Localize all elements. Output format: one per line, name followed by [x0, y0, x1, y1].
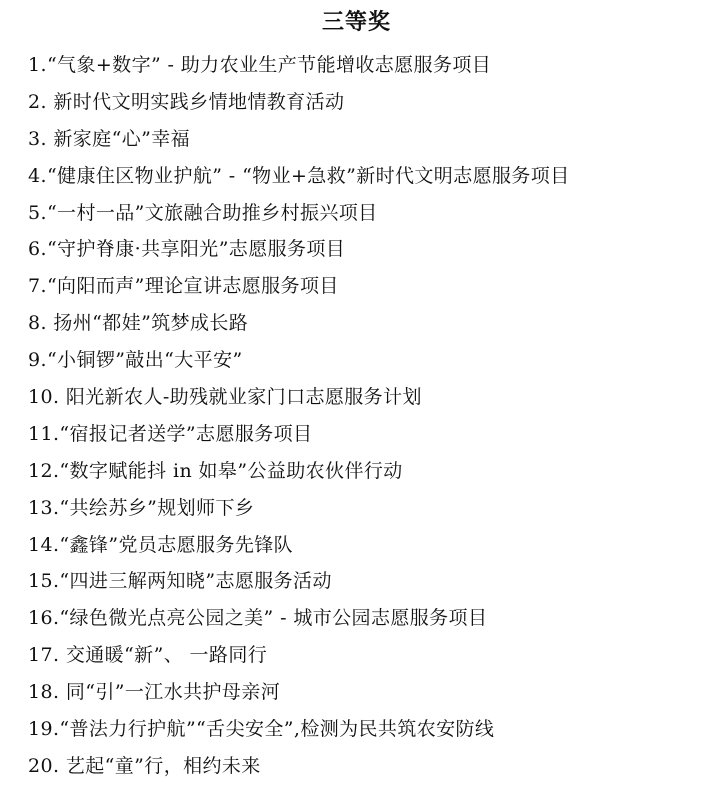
item-text: “宿报记者送学”志愿服务项目: [59, 422, 313, 445]
list-item: [28, 195, 708, 232]
item-number: 15.: [28, 570, 60, 593]
list-item: [28, 231, 708, 268]
list-item: [28, 748, 708, 785]
item-number: 14.: [28, 533, 60, 556]
item-text: “一村一品”文旅融合助推乡村振兴项目: [46, 201, 378, 224]
list-item: [28, 416, 708, 453]
item-text: “向阳而声”理论宣讲志愿服务项目: [46, 275, 339, 298]
item-number: 5.: [28, 201, 47, 224]
item-text: “气象+数字” - 助力农业生产节能增收志愿服务项目: [46, 54, 492, 76]
list-item: [28, 305, 708, 342]
list-item: [28, 84, 708, 121]
item-number: 9.: [28, 349, 47, 372]
item-text: .“普法力行护航”“舌尖安全”,检测为民共筑农安防线: [52, 718, 495, 741]
list-item: [28, 674, 708, 711]
item-number: 10.: [28, 386, 60, 409]
item-text: 艺起“童”行，相约未来: [59, 754, 261, 777]
item-text: “四进三解两知晓”志愿服务活动: [59, 570, 332, 593]
item-number: 8.: [28, 312, 47, 335]
list-item: [28, 600, 708, 637]
list-item: [28, 121, 708, 158]
list-item: [28, 379, 708, 416]
item-number: 2.: [28, 90, 47, 113]
list-item: [28, 490, 708, 527]
list-item: [28, 563, 708, 600]
item-text: 阳光新农人-助残就业家门口志愿服务计划: [59, 386, 422, 409]
list-item: [28, 637, 708, 674]
page-title: 三等奖: [321, 9, 391, 35]
item-text: 扬州“都娃”筑梦成长路: [46, 312, 249, 335]
item-number: 17.: [28, 644, 60, 667]
item-number: 4.: [28, 164, 47, 187]
item-number: 18.: [28, 681, 60, 704]
item-text: 同“引”一江水共护母亲河: [59, 681, 281, 704]
list-item: [28, 711, 708, 748]
list-item: [28, 453, 708, 490]
item-text: “共绘苏乡”规划师下乡: [59, 496, 255, 519]
item-text: 交通暖“新”、 一路同行: [59, 644, 268, 667]
item-text: “数字赋能抖 in 如皋”公益助农伙伴行动: [59, 459, 403, 482]
item-text: “小铜锣”敲出“大平安”: [46, 349, 243, 372]
item-number: 20.: [28, 754, 60, 777]
item-number: 16.: [28, 607, 60, 630]
item-number: 6.: [28, 238, 47, 261]
item-text: “健康住区物业护航” - “物业+急救”新时代文明志愿服务项目: [46, 164, 570, 187]
list-item: [28, 342, 708, 379]
item-text: “鑫锋”党员志愿服务先锋队: [59, 533, 294, 556]
list-item: [28, 158, 708, 195]
item-number: 3.: [28, 127, 47, 150]
list-item: [28, 268, 708, 305]
item-text: 新家庭“心”幸福: [46, 127, 191, 150]
item-number: 12.: [28, 459, 60, 482]
list-item: [28, 527, 708, 564]
item-number: 11.: [28, 422, 60, 445]
item-number: 1.: [28, 54, 47, 76]
item-text: “绿色微光点亮公园之美” - 城市公园志愿服务项目: [59, 607, 488, 630]
item-text: 新时代文明实践乡情地情教育活动: [46, 90, 345, 113]
award-list: [28, 47, 708, 785]
item-text: “守护脊康·共享阳光”志愿服务项目: [46, 238, 346, 261]
list-item: [28, 47, 708, 84]
item-number: 13.: [28, 496, 60, 519]
item-number: 19: [28, 718, 53, 741]
item-number: 7.: [28, 275, 47, 298]
